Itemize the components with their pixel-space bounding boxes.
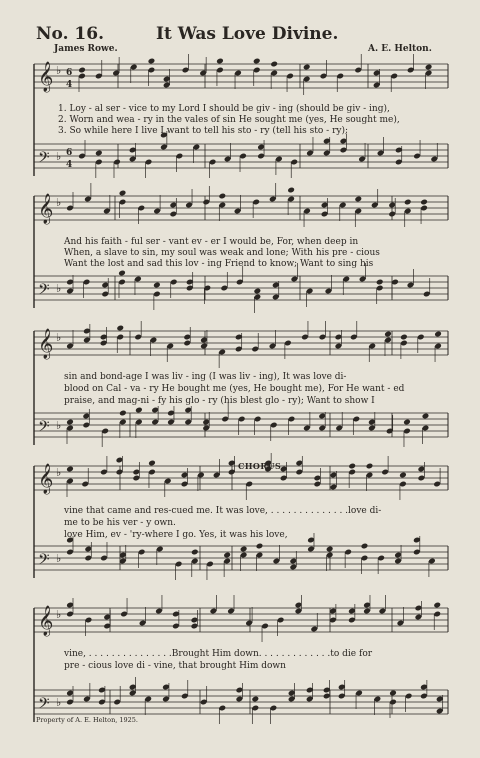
lyric-line: vine that came and res-cued me. It was love, . . . . . . . . . . . . . .love di- <box>64 506 382 516</box>
lyric-line: Want the lost and sad this lov - ing Friend to know; Want to sing his <box>64 259 374 269</box>
time-signature-top: 6 <box>66 148 73 158</box>
note-head <box>348 463 356 470</box>
note-head <box>403 419 411 426</box>
lyric-line: And his faith - ful ser - vant ev - er I would be, For, when deep in <box>64 237 359 247</box>
lyric-line: praise, and mag-ni - fy his glo - ry (his blest glo - ry); Want to show I <box>64 396 375 406</box>
treble-clef-icon: 𝄞 <box>38 62 54 92</box>
note-head <box>153 282 161 289</box>
flat-sign-icon: ♭ <box>56 696 62 709</box>
treble-clef-icon: 𝄞 <box>38 329 54 359</box>
note-head <box>119 410 127 417</box>
lyric-line: 3. So while here I live I want to tell his sto - ry (tell his sto - ry); <box>58 126 348 136</box>
note-head <box>366 463 374 470</box>
bass-clef-icon: 𝄢 <box>38 281 50 302</box>
note-head <box>326 546 334 553</box>
note-head <box>66 466 74 473</box>
lyric-line: love Him, ev - 'ry-where I go. Yes, it was his love, <box>64 530 288 540</box>
flat-sign-icon: ♭ <box>56 64 62 77</box>
note-head <box>376 279 384 286</box>
bass-clef-icon: 𝄢 <box>38 149 50 170</box>
note-head <box>254 288 262 295</box>
note-head <box>384 331 392 338</box>
note-head <box>399 472 407 479</box>
flat-sign-icon: ♭ <box>56 150 62 163</box>
lyric-line: sin and bond-age I was liv - ing (I was liv - ing), It was love di- <box>64 372 347 382</box>
note-head <box>78 67 86 74</box>
note-head <box>270 61 278 68</box>
treble-clef-icon: 𝄞 <box>38 194 54 224</box>
note-head <box>433 602 441 609</box>
hymn-title: It Was Love Divine. <box>156 24 339 44</box>
note-head <box>303 64 311 71</box>
composer-credit: A. E. Helton. <box>368 44 432 54</box>
note-head <box>218 193 226 200</box>
lyric-line: 1. Loy - al ser - vice to my Lord I should be giv - ing (should be giv - ing), <box>58 104 390 114</box>
time-signature-bottom: 4 <box>66 80 73 90</box>
note-head <box>361 543 369 550</box>
note-head <box>434 331 442 338</box>
note-head <box>420 199 428 206</box>
lyric-line: blood on Cal - va - ry He bought me (yes, He bought me), For He want - ed <box>64 384 405 394</box>
note-head <box>191 549 199 556</box>
note-head <box>422 413 430 420</box>
note-head <box>118 270 126 277</box>
note-head <box>240 546 248 553</box>
note-head <box>287 187 295 194</box>
note-head <box>66 419 74 426</box>
time-signature-bottom: 4 <box>66 160 73 170</box>
note-head <box>95 150 103 157</box>
flat-sign-icon: ♭ <box>56 331 62 344</box>
lyric-line: pre - cious love di - vine, that brought Him down <box>64 661 286 671</box>
note-head <box>252 696 260 703</box>
flat-sign-icon: ♭ <box>56 608 62 621</box>
note-head <box>389 690 397 697</box>
hymn-number: No. 16. <box>36 24 104 44</box>
note-head <box>148 58 156 65</box>
note-head <box>135 407 143 414</box>
bass-clef-icon: 𝄢 <box>38 418 50 439</box>
note-head <box>216 58 224 65</box>
flat-sign-icon: ♭ <box>56 282 62 295</box>
lyric-line: 2. Worn and wea - ry in the vales of sin He sought me (yes, He sought me), <box>58 115 400 125</box>
bass-clef-icon: 𝄢 <box>38 695 50 716</box>
note-head <box>400 334 408 341</box>
lyricist-credit: James Rowe. <box>54 44 118 54</box>
flat-sign-icon: ♭ <box>56 419 62 432</box>
copyright-footer: Property of A. E. Helton, 1925. <box>36 716 138 724</box>
note-head <box>148 460 156 467</box>
note-head <box>256 543 264 550</box>
chorus-label: CHORUS. <box>238 461 285 471</box>
note-head <box>404 199 412 206</box>
note-head <box>354 196 362 203</box>
treble-clef-icon: 𝄞 <box>38 606 54 636</box>
flat-sign-icon: ♭ <box>56 552 62 565</box>
lyric-line: me to be his ver - y own. <box>64 518 176 528</box>
note-head <box>116 325 124 332</box>
note-head <box>425 64 433 71</box>
note-head <box>119 190 127 197</box>
treble-clef-icon: 𝄞 <box>38 464 54 494</box>
time-signature-top: 6 <box>66 68 73 78</box>
flat-sign-icon: ♭ <box>56 466 62 479</box>
bass-clef-icon: 𝄢 <box>38 551 50 572</box>
lyric-line: When, a slave to sin, my soul was weak and lone; With his pre - cious <box>64 248 380 258</box>
lyric-line: vine, . . . . . . . . . . . . . . .Brought Him down. . . . . . . . . . . . .to die for <box>64 649 373 659</box>
flat-sign-icon: ♭ <box>56 196 62 209</box>
note-head <box>223 552 231 559</box>
note-head <box>253 58 261 65</box>
